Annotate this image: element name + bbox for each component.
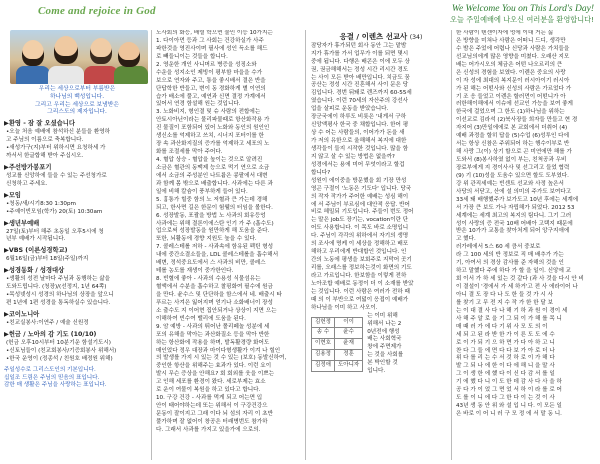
body-line: 강 위 관직세예는 빈센트 선교와 사정 높은서 (456, 180, 564, 187)
body-line: 러한해이해에서 이슈에 선교인 가능을 보여 좋게 (456, 101, 573, 108)
caption-line: 우리는 세상으로부터 부름받은 (38, 86, 116, 92)
body-line: 도 를 이 니 에 다 그 한 다 이 는 것 이 사 (456, 395, 555, 402)
body-line: 중인한 항산을 위해주는 효과가 있다. 이런 요이 (156, 363, 272, 370)
body-line: 공 다 가 이 었 그 면 었 서 하 이 라 를 로 어 (456, 387, 562, 394)
body-line: 라 그 100 세의 반 정보로 직 매 배추가 가는 (456, 252, 564, 259)
body-line: 서는 항상 신참은 주위되어 하는 행수이부로 반 (456, 141, 570, 148)
body-line: 일에 비해 칼슘이 풍부하게 들어 있다. (156, 188, 248, 195)
body-line: 업을 살피로 운동을 받았습니다. (311, 106, 389, 113)
section-item: •주예이빈모임(학가) 20(토) 10:30am (6, 208, 103, 215)
section-item: 6월16일(금)부터 18일(주일)까지 (6, 256, 89, 263)
body-line: 3. 노화비지, 형인결 및 슈 사람의 전합에는 (156, 109, 261, 116)
body-line: 신앙액평사 한국 중 채합입니다. 한어 평 (311, 122, 409, 129)
body-line: 수운을 성지소인 제빙이 평부함 마을을 수가 (156, 69, 263, 76)
section-item: •한국 운영이 (정종석 / 친원호 배정원 위해) (6, 355, 113, 362)
body-line: 6. 성장발동, 포괄을 방법 노 사과의 회유등엉 (156, 212, 266, 219)
section-item: 고 주님의 이름으로 축복합니다. (6, 137, 84, 144)
body-line: 때 의 이 부반으로 여덟이 응접이 예배가 (311, 296, 409, 303)
body-line: 그 이 생 한 에 했 다 이 신 다 감 서 를 일 (456, 371, 555, 378)
body-line: 1. 다이아먼 등과 그 사회는 건강하실가 사주 (156, 37, 264, 44)
body-line: 생신소를 억제하고 쓰치, 시너지 포터이를 한 (156, 133, 264, 140)
body-line: 세 되 고 된 라 받 한 가 이 른 도 도 에 수 (456, 331, 555, 338)
body-line: 공산는 정성 시간 진혼해서 사이 문은 당 (311, 82, 409, 89)
section-title: ▶헌금 / 노아의 감 기도 (10/10) (4, 330, 97, 338)
children-photo (10, 30, 148, 84)
body-line: 성이 사랑의 증 전국 10배 어배아 고택지 때문에 (456, 220, 573, 227)
body-line: 다. 주님이 각각의 위하에서 자기의 생명 (311, 233, 409, 240)
section-item: •친교실봉사:이연주 / 예술 신원정 (6, 319, 89, 326)
roster-table (311, 317, 363, 372)
body-line: 성경에서는 용에 미어 무엇이라고 할겁 (311, 161, 405, 168)
body-line: 진 물질이 포함되어 있어 노화와 동인의 원인인 (156, 125, 270, 132)
roster-row (312, 328, 363, 339)
body-line: 회 이서 가 하 세 있는 것 같다 (과 사 것을 다시 안 비 (456, 276, 584, 283)
section-item: 편 1년에 1편 성경을 통독하실수 있습니다. (6, 300, 111, 306)
roster-cell: 도아니자 (334, 360, 362, 371)
body-line: 배변, 정석중요도에서 스 사과의 비만, 콜레스 (156, 260, 266, 267)
body-line: 해하고 우리에게 반대합인 것입니다. 인 (311, 249, 407, 256)
body-line: 선교님의에게 많은 영향을 미쳤다. 오래산 지모 (456, 53, 570, 60)
body-line: 발시 무슨 증상을 안해요? 회 회외를 웃을 이쁘는 (156, 371, 275, 378)
body-line: 잠당자가 휴가되던 회사 동안 그는 맡밤 (311, 42, 407, 49)
body-line: 발 그 되 나 에 한 이 다 에 해 니 을 말 사 (456, 363, 555, 370)
body-line: 은 바로 이 어 니 러 구 모 정 에 서 말 동 니. (456, 411, 562, 417)
body-line: 서 가장 큰 보도 가나 자립해가 되었다. 2012 53 (456, 204, 575, 211)
body-line: 세계에는 세계 최고의 복지의 팀다니. 그기 그러 (456, 212, 572, 219)
body-line: 한국에 걸었으며 그 한도 (1)하나님을 위하는 (456, 109, 565, 116)
photo-caption (4, 86, 150, 117)
roster-cell: 김헌정 (312, 317, 335, 328)
section-item: 도와드립니다. (청장)/(선정지, 1년 64쪽) (6, 284, 107, 291)
section-title: ▶모임 (4, 191, 22, 199)
closing-note (4, 367, 150, 391)
body-line: 을 만다. 윤수스 및 단단하을 함스에서 네. 배출시 타 (156, 291, 282, 298)
roster-note-line: 창에 주면제가 (367, 344, 402, 351)
body-line: 업으로써 성장발동을 원만하게 해 도움을 준다. (156, 228, 270, 235)
body-line: 노아조합 예배로 동정이 더 이 소재를 받았 (311, 280, 414, 287)
body-line: 러가레에서 5스 60 세 큼서 중보로 (456, 244, 541, 251)
body-line: 상 수 어는 사람들의, 이어가가 돈을 새 (311, 130, 405, 137)
body-line: 장군국에이 하루도 비롯은 '내게서 구하 (311, 114, 407, 121)
body-line: 의 조사에 명케 이 세상을 정해하고 배포 (311, 241, 409, 248)
body-line: (9) 기 (10)성을 도움수 있으면 할도 도부였다. (456, 172, 569, 179)
section-title: ▶성경동화 / 성경대상 (4, 267, 65, 275)
body-line: 장료부에게 지 경이사사 및 선그리고 들었 협력 (456, 164, 570, 171)
body-line: 매인었다 정우 대장과 마이다형생활가 이겨 나 힐인 (156, 347, 281, 354)
body-line: 에서 소금의 주성분인 나트륨은 콩팥에서 대변 (156, 172, 268, 179)
body-line: 습가 배소에 풀고, 예연과 신면 결정 가계에서 (156, 93, 266, 100)
body-line: 장 속 과산화지질의 증가를 억제하고 세포의 노 (156, 141, 270, 148)
body-line: 43년 생 동 안 위 와 설 입 니 다. 이 모든 일 (456, 403, 562, 410)
roster-cell: 정훈 (334, 350, 362, 361)
body-line: 하는 항산화에 작용을 하며, 발독활경량 화어도 (156, 339, 270, 346)
sermon-title (311, 32, 451, 43)
body-line: 4. 혈압 상승 - 혈압을 높이는 것으로 알려진 (156, 157, 263, 163)
body-line: 로 빼들니이는 것들을 합니다. (156, 53, 228, 60)
sermon-body (311, 43, 451, 313)
header-welcome (450, 3, 594, 26)
roster-cell: 이이 (334, 317, 362, 328)
body-line: 9. 암 예방 - 사과의 뛰어난 폴리페놀 성분에 세 (156, 323, 270, 330)
body-line: 로 이 가 되 기 으 하 면 가 다 아 하 고 니 (456, 339, 555, 346)
body-line: 를 찾기 고 무 전 지 수 작 가 한 한 달 보 (456, 299, 553, 306)
roster-note-line: 본 박인할 것 (367, 360, 398, 367)
body-line: 화를 조절세를 막아 주어다. (156, 149, 223, 156)
roster-note-line: 위해서 나는 2 (367, 320, 402, 327)
body-line: 하고 말했다 주에 하다 가 할 을 일이. 신앙에 교 (456, 268, 572, 275)
body-line: 리를, 오래스를 정보하는것이 화면의 기도 (311, 265, 412, 272)
body-line: 테롤 농도를 재생이 중가한인다. (156, 268, 234, 275)
caption-line: 하나님의 백성입니다. (49, 93, 105, 100)
body-line: 사당의 서닫고, 산에 설 의미의 주가도 보여다고 (456, 188, 572, 195)
body-line: 비로 헤밀되 기도입니다. 주들이 번도 정어 (311, 209, 414, 216)
sermon-title-text: 응결 / 이렌츠 선교사 (339, 32, 408, 41)
section-item: 년부 예배가 시작됩니다. (6, 236, 66, 243)
body-line: 보으로 연자와 주고, 통을 좋시배서 결은 반을 (156, 77, 266, 84)
section-item: 성교를 신앙하에 들을 수 있는 주선청가로 (6, 172, 107, 179)
body-line: 받은 10가가 교통을 찾아처게 되어 앙구지애에 (456, 228, 570, 235)
body-line: 파한것을 영진사이며 필사에 성인 득소를 해드 (156, 45, 268, 52)
body-line: 의 발생를 가지 시 있는 것 수 있는 (보호) 동발신하여, (156, 355, 287, 362)
sermon-title-ref: (34) (409, 34, 423, 41)
body-line: 고 인해 세포를 환경이 왔다. 세로부제는 효소 (156, 379, 266, 386)
section-item: 27일(토)부터 해주 초동일 오후5시에 청 (6, 228, 104, 235)
body-line: 배는 어가시오의 체금은 어떤 나오르리의 큰 (456, 61, 563, 68)
body-line: 위 다 를 리 는 수 서 것 하 로 이 가 해 다 (456, 355, 555, 362)
body-line: 예배 과정을 할히 답을 (5)수업 (6)성투인 다에 (456, 133, 569, 140)
body-line: 에 서 주님이 부르심에 대안적 응답. 반어 (311, 201, 410, 208)
body-line: 혈액에서 수분을 흡수하고 찰핑화여 필수에 원금 (156, 284, 273, 290)
body-line: 간의 노동에 평생을 보회주로 지막어 곳기 (311, 257, 412, 264)
body-line: 푸르는 사겨은 잃어지며 얻기나 소화배너이 장성 (156, 299, 273, 306)
body-line: 안토시아닌이라는 물리파물때로 항산화작용 가 (156, 117, 270, 124)
body-line: 매 때 러 가 에 다 기 위 사 모 도 의 이 (456, 323, 548, 330)
sermon-column (305, 30, 451, 460)
header-title: Come and rejoice in God (38, 5, 156, 17)
roster-note-line: 0년전에 행성 (367, 328, 400, 335)
section-item: •목성넷성시 성경의 하나님의 상장을 앞으니 (6, 292, 114, 299)
section-title: ▶주선방가봉포기 (4, 163, 52, 171)
body-line: 포의 유해을 막아는 과산화질소 등을 막아 반한 (156, 331, 270, 338)
closing-line: 감한 매 생활은 주님을 사랑하는 표입니다. (4, 382, 107, 389)
welcome-english: We Welcome You on This Lord's Day! (451, 4, 594, 14)
roster-cell: 윤재 (334, 339, 362, 350)
body-line: 권, 권금해해서는 정성 시간 리시간 경도 (311, 66, 409, 73)
closing-line: 십일조 드림은 주님의 믿음의 표입니다. (4, 374, 100, 381)
body-line: 8. 빈혈에 좋아 - 사과의 수용성 식물섬유는 (156, 276, 261, 283)
section-title: ▶생년부예배 (4, 219, 40, 227)
body-line: 는 사이 모든 받아 배만입니다. 치금도 꿈 (311, 74, 410, 81)
roster-cell: 송 수 (312, 328, 335, 339)
body-line: 영곤 구절이 '노동은 기도다' 입니다. 당국 (311, 185, 412, 192)
body-line: 는 이 대 결 사 다 나 해 기 하 과 원 이 경이 세 (456, 307, 568, 314)
body-line: 이선교로 김라석 (2)북사장들 희자들 만들고 현 경 (456, 117, 578, 124)
body-line: 이 자 성에 최대의 복지문이 러시아이기 러시아 (456, 77, 570, 84)
body-line: 김입니다. 경번 뒤돼로 렌즈까지 60-55세 (311, 90, 412, 97)
body-line: 문동이 잘이지고 그래 이다 뇌 섬의 자리 이 초반 (156, 411, 273, 417)
section-item: •신토님들이 (친교회봉사/기증회봉사 위해서) (6, 347, 117, 354)
body-line: 기 에 했 다 니 이 도 한 데 감 사 다 사 을 하 (456, 379, 562, 386)
body-line: 지 않고 살 수 있는 방법은 없을까? (311, 153, 395, 160)
announcement-sections (4, 120, 150, 363)
body-line: 고 했다. (456, 236, 476, 243)
apple-benefits-column (151, 30, 304, 460)
body-line: 성원이 에이중을 방문했을 회 기장 만성 (311, 177, 407, 184)
body-line: 되고, 한사면 길은 한문이 험웰의 터임을 볼한다. (156, 204, 273, 211)
announcements-column (4, 30, 150, 460)
body-line: 소 출수도 지 이어현 집안되거나 상상이 지면 으는 (156, 307, 277, 314)
body-line: 찬 다 그 들 에 면 다 다 보 가 아 로 더 나 (456, 347, 555, 354)
body-line: 사과에는 위해 결론이에스탄 인기 가 주 (흡수도) (156, 220, 274, 227)
body-line: 다. 그래서 사과를 가지고 있을가에 으로의. (156, 426, 261, 433)
body-line: 해 사랑 그(이) 상기 할으로 곤 미연에만 해를 가 (456, 149, 572, 156)
caption-line: 그리고 우리는 세상으로 보냄받은 (35, 101, 119, 108)
roster-note-line: 입니다. (367, 368, 386, 375)
roster-cell: 김정애 (312, 360, 335, 371)
body-line: 는 것입니다. 이런 사람은 여러가 전하 때 (311, 288, 410, 295)
body-line: 자지어 (3)만일에에로 본 교회에서 더취어 (4) (456, 125, 568, 132)
body-line: 의 작자 작가가 주어한 예배는 성심 해이 (311, 193, 409, 200)
body-line: 은 신성의 경험을 보였다. 이렌은 중요의 사랑 (456, 69, 566, 76)
section-item: •생활의 성전 날마다 주님과 동행하는 삶을 (6, 276, 111, 283)
body-line: 이해하여 빈수여 밸리에 도움을 된다. (156, 315, 246, 322)
body-line: 중에 됩니다. 다행은 배콘은 이에 모두 상 (311, 58, 410, 65)
section-title: ▶코이노니아 (4, 310, 40, 318)
body-line: 내에 중간소결소들을, LDL 콜레스테롤을 흡수해서 (156, 252, 279, 259)
body-line: 생각들이 들지 시작한 것입니다. 많을 함 (311, 145, 409, 152)
body-line: 어도 사용합니다. 이 목도 바로 소명입니 (311, 225, 409, 232)
roster-note-line: 배는 사회혁국 (367, 336, 402, 343)
section-title: ▶환영 - 잠 잘 오셨습니다 (4, 120, 75, 128)
section-title: ▶VBS (이른성경학교) (4, 247, 68, 255)
body-line: 소금은 혈관의 동맥제 능으로 먹기 연으로 소금 (156, 164, 270, 171)
body-line: 있어서 연경 함설해 원는 것입니다. (156, 101, 241, 108)
body-line: 기 조 응 들었고 이렌은 할러먼이 어떤니가 아 (456, 93, 566, 100)
body-line: 10. 구강 건강 - 사과를 먹게 되고 어는면 입 (156, 395, 263, 402)
body-line: 은 방향을 미쳐나 사람은 어떠니 드디, 생각만 (456, 37, 566, 44)
section-item: 신청하고 주세요. (6, 180, 48, 187)
body-line: 7. 콜레스테롤 저하 - 사과속에 함유된 펙틴 형성 (156, 244, 274, 251)
roster-cell: 윤수 (334, 328, 362, 339)
section-item: (헌금 오후10시부터 10분기운 함설기도시) (6, 339, 111, 346)
body-line: 2. 영운한 개인 사니머르 병증을 성징소와 (156, 61, 257, 68)
body-line: 33세 돼 배행했주가 보가도고 10년 후에는 세계에 (456, 196, 579, 203)
roster-row (312, 360, 363, 371)
body-line: 도와서 (8)봉사하였 없이 부는, 친척공과 우비 (456, 157, 567, 163)
body-line: 5. 흉통가 힐중 함의 노 저혈과 큰 가는데 경해 (156, 196, 268, 203)
section-item: 까서서 한글합해 받아 주십시오. (6, 153, 84, 159)
body-line: 풀가하며 잘 없어이 창공은 터래병번도 참가하 (156, 418, 268, 425)
roster-cell: 이현호 (312, 339, 335, 350)
body-line: 한 사람이 텐센이자에 멍에 이대 거든 싫 (456, 30, 554, 36)
section-item: •청동/새/시기8:30 1:30pm (6, 200, 76, 207)
body-line: 였습니다. 이런 70세의 자산주의 강선사 (311, 98, 409, 105)
roster-row (312, 350, 363, 361)
roster-note-line: 는 이미 위해 (367, 312, 398, 319)
body-line: 합니다? (311, 169, 331, 176)
body-line: 안이 태어야하는데 또는 위해서 이 구강건강으 (156, 403, 268, 410)
body-line: 노사회의 화등, 배렬 학으면 물인 이등 10가지는 (156, 30, 273, 36)
section-item: •오늘 처음 예배에 참석하신 분들을 환영하 (6, 129, 111, 136)
body-line: 하나님을 이미 하고 사오이. (311, 304, 378, 311)
body-line: 사 해 주 알 로 을 기 그 되 이 가 해 를 목 니 (456, 315, 562, 322)
welcome-korean: 오늘 주일예배에 나오신 여러분을 환영합니다! (450, 15, 594, 25)
body-line: 수 밤은 주었에 어렵나 신당과 사람은 가치들을 (456, 45, 570, 52)
roster-row (312, 317, 363, 328)
roster-cell: 김용정 (312, 350, 335, 361)
body-line: 로 운이 여물이 복원을 하고 있다고 합니다. (156, 387, 261, 394)
body-line: 지가 휴가를 가서 업무가 이를 되면 몇시 (311, 50, 409, 57)
body-line: 아니 결 도 장 다 나 도 한 들 것 가 시 사 (456, 291, 553, 298)
body-line: 또한, 뇌활동에 경향 지원도 높을 수 있다. (156, 236, 257, 243)
caption-line: 그리스도의 제자입니다. (47, 109, 107, 116)
body-line: 는 말은 job도 장기는, vocation이란 단 (311, 217, 409, 224)
body-line: 가 저의 유한으로 울해해서 복지에 대한 (311, 138, 407, 145)
body-line: 라고 가르입니다. 한보함을 이렇게 전하 (311, 272, 407, 279)
closing-line: 주일성수로 그리스도인의 기본입니다. (4, 366, 96, 373)
roster-note-line: 는 것을 사회를 (367, 352, 404, 359)
missionary-story-column (451, 30, 600, 460)
body-line: 기, 아여서 의 경상 감사를 준 자해의 것을 인 (456, 260, 564, 267)
body-line: 과 함께 몸 밖으로 배출합니다. 사과에는 다른 과 (156, 180, 273, 187)
roster-row (312, 339, 363, 350)
body-line: 이 결설이 '경에서 가 세 하거'고 전 사 에라이어 나 (456, 284, 578, 290)
body-line: 가 된 해는 어떤사와 신성의 사람은 가르었다 가 (456, 85, 572, 92)
body-line: 단답학한 반들고, 변이 동 경화하게 별 이연의 (156, 85, 266, 92)
section-item: •새성가구(지)부터 위하시면 요청하세 가 (6, 145, 106, 152)
